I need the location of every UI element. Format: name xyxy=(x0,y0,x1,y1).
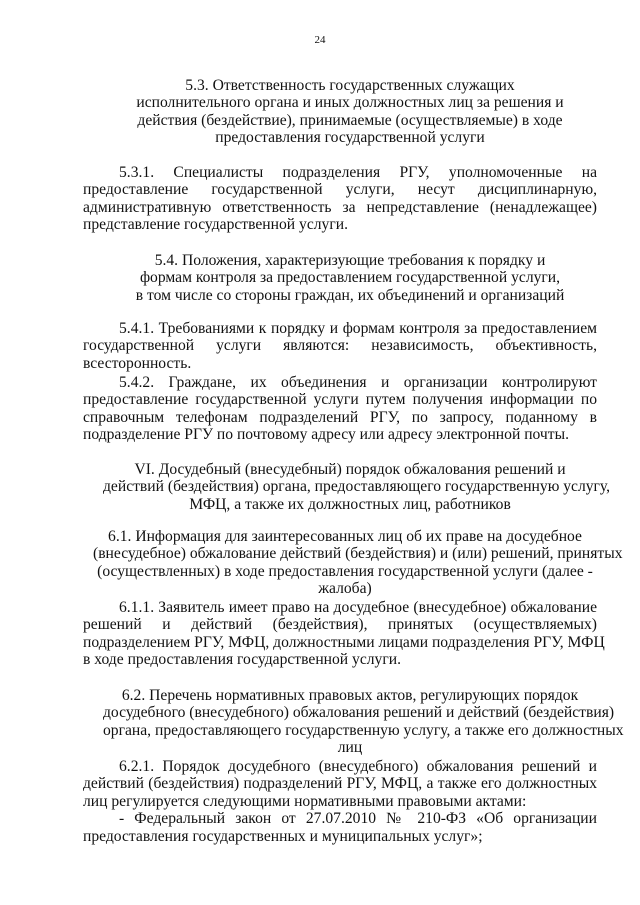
heading-line: 6.1. Информация для заинтересованных лиц об их праве на досудебное xyxy=(108,528,582,545)
heading-line: в том числе со стороны граждан, их объединений и организаций xyxy=(135,286,565,304)
paragraph-line: действий (бездействия) подразделений РГУ, МФЦ, а также его должностных xyxy=(83,775,597,793)
heading-line: действий (бездействия) органа, предоставляющего государственную услугу, xyxy=(103,478,611,496)
list-item: - Федеральный закон от 27.07.2010 № 210-ФЗ «Об организации xyxy=(119,810,597,828)
heading-line: предоставления государственной услуги xyxy=(215,129,485,147)
section-6-heading xyxy=(83,461,611,513)
paragraph-line: решений и действий (бездействия), принятых (осуществляемых) xyxy=(83,616,597,634)
paragraph-line: предоставление государственной услуги, несут дисциплинарную, xyxy=(83,181,597,199)
heading-line: действия (бездействие), принимаемые (осуществляемые) в ходе xyxy=(137,111,563,129)
paragraph-5-4-2 xyxy=(83,374,597,444)
heading-line: (внесудебное) обжалование действий (бездействия) и (или) решений, принятых xyxy=(93,545,623,563)
section-5-3-heading xyxy=(83,77,597,147)
paragraph-line: подразделение РГУ по почтовому адресу или адресу электронной почты. xyxy=(83,426,569,444)
paragraph-5-4-1 xyxy=(83,320,597,372)
paragraph-line: 6.1.1. Заявитель имеет право на досудебное (внесудебное) обжалование xyxy=(119,599,597,616)
paragraph-line: 5.4.1. Требованиями к порядку и формам контроля за предоставлением xyxy=(119,320,597,337)
paragraph-line: административную ответственность за непредставление (ненадлежащее) xyxy=(83,198,597,216)
section-6-2-heading xyxy=(83,687,624,757)
paragraph-line: 6.2.1. Порядок досудебного (внесудебного) обжалования решений и xyxy=(119,758,597,775)
paragraph-line: всесторонность. xyxy=(83,354,192,372)
heading-line: 5.4. Положения, характеризующие требования к порядку и xyxy=(154,252,546,269)
paragraph-line: лиц регулируется следующими нормативными правовыми актами: xyxy=(83,792,527,810)
paragraph-6-2-1 xyxy=(83,758,597,845)
paragraph-line: подразделением РГУ, МФЦ, должностными лицами подразделения РГУ, МФЦ xyxy=(83,633,605,651)
heading-line: органа, предоставляющего государственную услугу, а также его должностных xyxy=(103,721,624,739)
paragraph-line: 5.3.1. Специалисты подразделения РГУ, уполномоченные на xyxy=(119,164,597,181)
heading-line: VI. Досудебный (внесудебный) порядок обжалования решений и xyxy=(134,461,566,478)
section-5-4-heading xyxy=(83,252,597,304)
heading-line: 6.2. Перечень нормативных правовых актов, регулирующих порядок xyxy=(121,687,579,704)
heading-line: 5.3. Ответственность государственных служащих xyxy=(185,77,515,94)
paragraph-5-3-1 xyxy=(83,164,597,234)
paragraph-line: в ходе предоставления государственной услуги. xyxy=(83,651,401,669)
heading-line: досудебного (внесудебного) обжалования решений и действий (бездействия) xyxy=(103,704,615,722)
paragraph-line: предоставления государственных и муниципальных услуг»; xyxy=(83,827,483,845)
paragraph-6-1-1 xyxy=(83,599,605,669)
heading-line: формам контроля за предоставлением государственной услуги, xyxy=(139,269,561,287)
paragraph-line: справочным телефонам подразделений РГУ, по запросу, поданному в xyxy=(83,408,597,426)
page-number: 24 xyxy=(314,34,326,46)
paragraph-line: представление государственной услуги. xyxy=(83,216,348,234)
heading-line: МФЦ, а также их должностных лиц, работников xyxy=(189,495,511,513)
paragraph-line: 5.4.2. Граждане, их объединения и организации контролируют xyxy=(119,374,597,391)
heading-line: жалоба) xyxy=(318,580,372,598)
paragraph-line: государственной услуги являются: независимость, объективность, xyxy=(83,337,597,355)
heading-line: исполнительного органа и иных должностных лиц за решения и xyxy=(136,94,564,112)
section-6-1-heading xyxy=(83,528,623,598)
heading-line: (осуществленных) в ходе предоставления государственной услуги (далее - xyxy=(97,562,593,580)
heading-line: лиц xyxy=(337,739,363,757)
paragraph-line: предоставление государственной услуги путем получения информации по xyxy=(83,391,597,409)
